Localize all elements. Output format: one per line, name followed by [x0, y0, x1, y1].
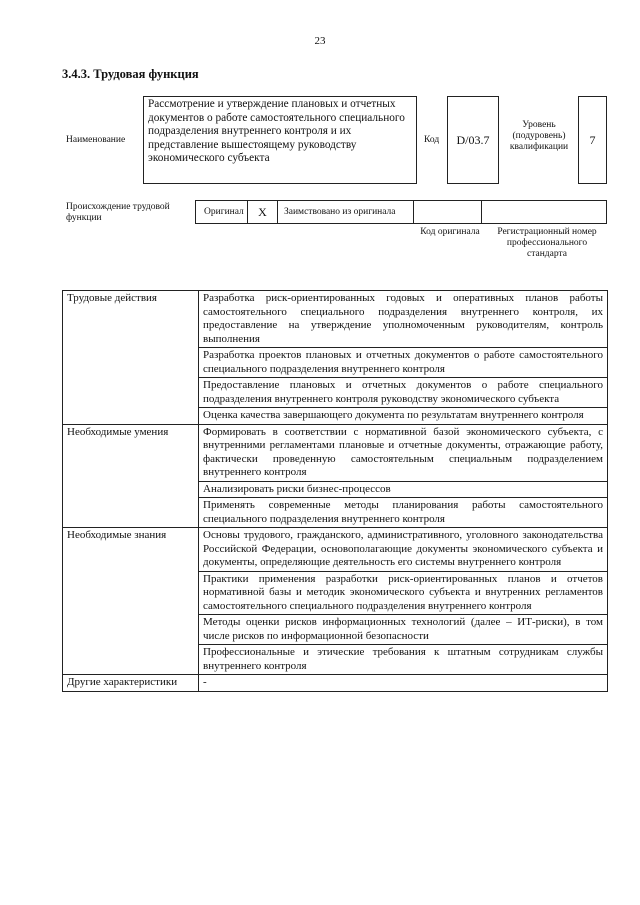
table-row [63, 424, 608, 481]
qualification-level-box: 7 [578, 96, 607, 184]
table-cell: Профессиональные и этические требования к штатным сотрудникам службы внутреннего контроля [199, 645, 608, 675]
table-cell: Предоставление плановых и отчетных документов о работе специального подразделения внутреннего контроля руководству экономического субъекта [199, 378, 608, 408]
origin-label: Происхождение трудовой функции [66, 202, 170, 223]
table-row [63, 675, 608, 692]
table-cell: Оценка качества завершающего документа по результатам внутреннего контроля [199, 408, 608, 425]
table-cell: Методы оценки рисков информационных технологий (далее – ИТ-риски), в том числе рисков по информационной безопасности [199, 615, 608, 645]
table-row [63, 528, 608, 572]
origin-mark-cell: X [248, 201, 278, 223]
table-cell: Формировать в соответствии с нормативной базой экономического субъекта, с внутренними регламентами плановые и отчетные документы, отражающие работу, фактически проведенную самостоятельным специальным подразделением внутреннего контроля [199, 424, 608, 481]
origin-original-cell: Оригинал [196, 201, 248, 223]
code-value-box: D/03.7 [447, 96, 499, 184]
section-title: 3.4.3. Трудовая функция [62, 67, 199, 81]
table-cell: Анализировать риски бизнес-процессов [199, 481, 608, 498]
name-label: Наименование [66, 135, 126, 145]
page-number: 23 [314, 35, 326, 47]
code-original-caption: Код оригинала [420, 227, 480, 237]
function-details-table [62, 290, 608, 692]
table-cell: - [199, 675, 608, 692]
row-header-required-knowledge: Необходимые знания [63, 528, 199, 675]
table-cell: Разработка проектов плановых и отчетных документов о работе самостоятельного специального подразделения внутреннего контроля [199, 348, 608, 378]
table-cell: Основы трудового, гражданского, административного, уголовного законодательства Российской Федерации, основополагающие документы экономического субъекта и документы, определяющие деятельность его системы внутреннего контроля [199, 528, 608, 572]
origin-borrowed-cell: Заимствовано из оригинала [278, 201, 414, 223]
table-cell: Практики применения разработки риск-ориентированных планов и отчетов нормативной базы и методик экономического субъекта и внутренних регламентов самостоятельного специального подразделения внутреннего контроля [199, 571, 608, 615]
qualification-level-label: Уровень (подуровень) квалификации [509, 120, 569, 152]
origin-row [195, 200, 607, 224]
table-cell: Применять современные методы планирования работы самостоятельного специального подразделения внутреннего контроля [199, 498, 608, 528]
row-header-other-characteristics: Другие характеристики [63, 675, 199, 692]
origin-reg-number-cell [482, 201, 606, 223]
table-cell: Разработка риск-ориентированных годовых и оперативных планов работы самостоятельного специального подразделения внутреннего контроля, их предоставление на утверждение уполномоченным руководителям, контроль выполнения [199, 291, 608, 348]
reg-number-caption: Регистрационный номер профессионального стандарта [497, 227, 597, 259]
row-header-required-skills: Необходимые умения [63, 424, 199, 528]
table-row [63, 291, 608, 348]
code-label: Код [424, 135, 440, 145]
origin-code-cell [414, 201, 482, 223]
function-name-box: Рассмотрение и утверждение плановых и отчетных документов о работе самостоятельного специального подразделения внутреннего контроля и их представление вышестоящему руководству экономического субъекта [143, 96, 417, 184]
row-header-labor-actions: Трудовые действия [63, 291, 199, 425]
